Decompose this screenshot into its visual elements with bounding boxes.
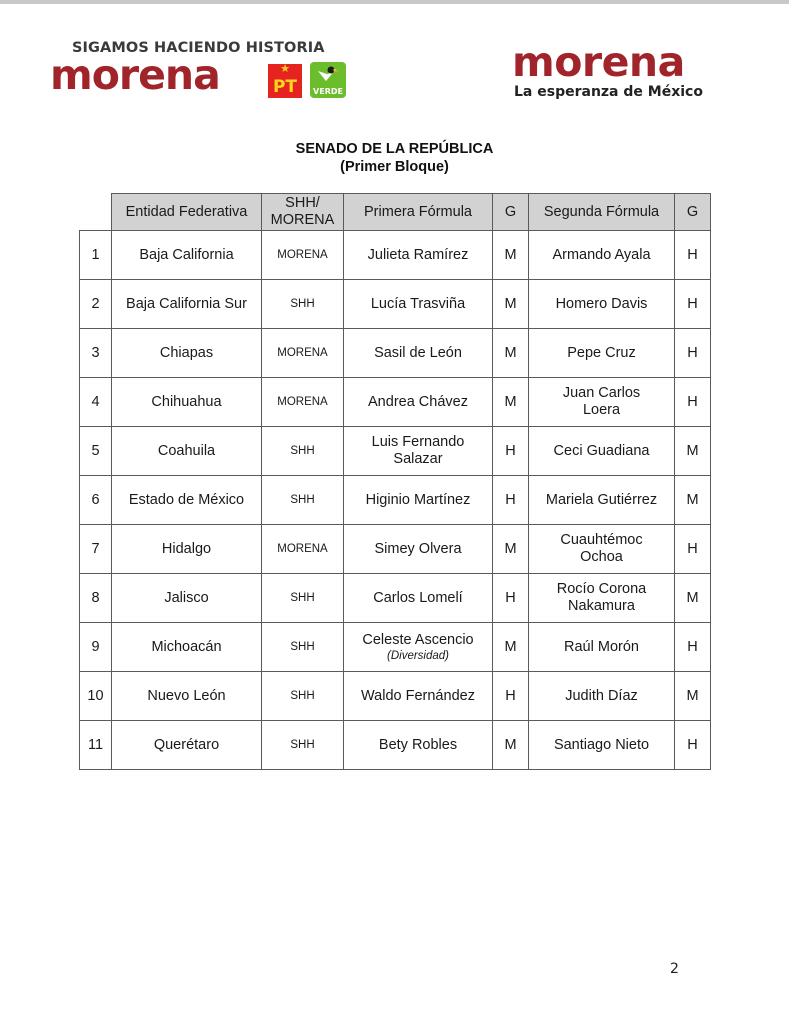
table-row (80, 525, 711, 574)
genero-1-cell: M (493, 623, 529, 672)
primera-formula-note: (Diversidad) (387, 649, 449, 662)
primera-formula-cell: Simey Olvera (344, 525, 493, 574)
entidad-cell: Hidalgo (112, 525, 262, 574)
row-number: 6 (80, 476, 112, 525)
genero-1-cell: H (493, 574, 529, 623)
alianza-cell: MORENA (262, 231, 344, 280)
primera-formula-cell: Luis Fernando Salazar (344, 427, 493, 476)
segunda-formula-cell: Ceci Guadiana (529, 427, 675, 476)
table-row (80, 231, 711, 280)
genero-1-cell: M (493, 721, 529, 770)
morena-wordmark: morena (512, 38, 685, 86)
entidad-cell: Querétaro (112, 721, 262, 770)
row-number: 1 (80, 231, 112, 280)
header-entidad: Entidad Federativa (112, 194, 262, 231)
entidad-cell: Baja California (112, 231, 262, 280)
primera-formula-cell (344, 623, 493, 672)
genero-2-cell: H (675, 329, 711, 378)
primera-formula-cell: Julieta Ramírez (344, 231, 493, 280)
document-title: SENADO DE LA REPÚBLICA (295, 141, 494, 157)
table-row (80, 329, 711, 378)
page-top-border (0, 0, 789, 4)
genero-2-cell: H (675, 721, 711, 770)
alianza-cell: SHH (262, 280, 344, 329)
row-number: 2 (80, 280, 112, 329)
morena-slogan: La esperanza de México (514, 84, 703, 100)
alianza-cell: MORENA (262, 329, 344, 378)
genero-2-cell: H (675, 623, 711, 672)
table-row (80, 574, 711, 623)
row-number: 7 (80, 525, 112, 574)
coalition-logo (50, 40, 350, 100)
alianza-cell: SHH (262, 427, 344, 476)
alianza-cell: SHH (262, 721, 344, 770)
row-number: 5 (80, 427, 112, 476)
primera-formula-cell: Bety Robles (344, 721, 493, 770)
alianza-cell: SHH (262, 574, 344, 623)
genero-2-cell: M (675, 574, 711, 623)
table-row (80, 378, 711, 427)
primera-formula-cell: Waldo Fernández (344, 672, 493, 721)
row-number: 10 (80, 672, 112, 721)
alianza-cell: SHH (262, 476, 344, 525)
verde-party-logo-icon (310, 62, 346, 98)
table-row (80, 427, 711, 476)
row-number: 11 (80, 721, 112, 770)
header-primera-formula: Primera Fórmula (344, 194, 493, 231)
genero-1-cell: M (493, 378, 529, 427)
morena-wordmark: morena (50, 51, 220, 99)
genero-2-cell: H (675, 231, 711, 280)
segunda-formula-cell: Cuauhtémoc Ochoa (529, 525, 675, 574)
primera-formula-cell: Lucía Trasviña (344, 280, 493, 329)
star-icon: ★ (280, 63, 290, 75)
genero-2-cell: H (675, 280, 711, 329)
genero-2-cell: H (675, 378, 711, 427)
entidad-cell: Jalisco (112, 574, 262, 623)
table-row (80, 623, 711, 672)
header-genero-2: G (675, 194, 711, 231)
entidad-cell: Michoacán (112, 623, 262, 672)
alianza-cell: SHH (262, 623, 344, 672)
genero-1-cell: M (493, 329, 529, 378)
genero-2-cell: M (675, 427, 711, 476)
row-number: 9 (80, 623, 112, 672)
row-number: 8 (80, 574, 112, 623)
genero-1-cell: H (493, 476, 529, 525)
segunda-formula-cell: Judith Díaz (529, 672, 675, 721)
primera-formula-cell: Carlos Lomelí (344, 574, 493, 623)
alianza-cell: MORENA (262, 378, 344, 427)
document-subtitle: (Primer Bloque) (340, 159, 449, 175)
segunda-formula-cell: Mariela Gutiérrez (529, 476, 675, 525)
genero-1-cell: M (493, 525, 529, 574)
genero-1-cell: M (493, 280, 529, 329)
primera-formula-cell: Sasil de León (344, 329, 493, 378)
segunda-formula-cell: Santiago Nieto (529, 721, 675, 770)
table-row (80, 721, 711, 770)
alianza-cell: SHH (262, 672, 344, 721)
table-row (80, 280, 711, 329)
senate-candidates-table (79, 193, 711, 770)
segunda-formula-cell: Raúl Morón (529, 623, 675, 672)
table-row (80, 672, 711, 721)
row-number: 3 (80, 329, 112, 378)
row-number: 4 (80, 378, 112, 427)
entidad-cell: Chihuahua (112, 378, 262, 427)
genero-2-cell: M (675, 476, 711, 525)
genero-2-cell: H (675, 525, 711, 574)
alianza-cell: MORENA (262, 525, 344, 574)
segunda-formula-cell: Homero Davis (529, 280, 675, 329)
genero-1-cell: M (493, 231, 529, 280)
genero-1-cell: H (493, 672, 529, 721)
entidad-cell: Baja California Sur (112, 280, 262, 329)
entidad-cell: Chiapas (112, 329, 262, 378)
table-header-row (80, 194, 711, 231)
header-alianza-line1: SHH/ (285, 195, 320, 211)
segunda-formula-cell: Pepe Cruz (529, 329, 675, 378)
header-alianza (262, 194, 344, 231)
entidad-cell: Estado de México (112, 476, 262, 525)
header-num (80, 194, 112, 231)
segunda-formula-cell: Juan Carlos Loera (529, 378, 675, 427)
toucan-icon (316, 65, 340, 85)
verde-label: VERDE (313, 87, 343, 96)
genero-1-cell: H (493, 427, 529, 476)
pt-label: PT (272, 77, 298, 97)
coalition-tagline: SIGAMOS HACIENDO HISTORIA (72, 40, 325, 56)
table-row (80, 476, 711, 525)
morena-logo (512, 38, 722, 108)
segunda-formula-cell: Armando Ayala (529, 231, 675, 280)
header-genero-1: G (493, 194, 529, 231)
page-number: 2 (670, 961, 679, 977)
pt-party-logo-icon (268, 64, 302, 98)
entidad-cell: Coahuila (112, 427, 262, 476)
genero-2-cell: M (675, 672, 711, 721)
primera-formula-name: Celeste Ascencio (362, 631, 474, 648)
primera-formula-cell: Higinio Martínez (344, 476, 493, 525)
segunda-formula-cell: Rocío Corona Nakamura (529, 574, 675, 623)
entidad-cell: Nuevo León (112, 672, 262, 721)
header-segunda-formula: Segunda Fórmula (529, 194, 675, 231)
header-alianza-line2: MORENA (270, 212, 335, 228)
primera-formula-cell: Andrea Chávez (344, 378, 493, 427)
